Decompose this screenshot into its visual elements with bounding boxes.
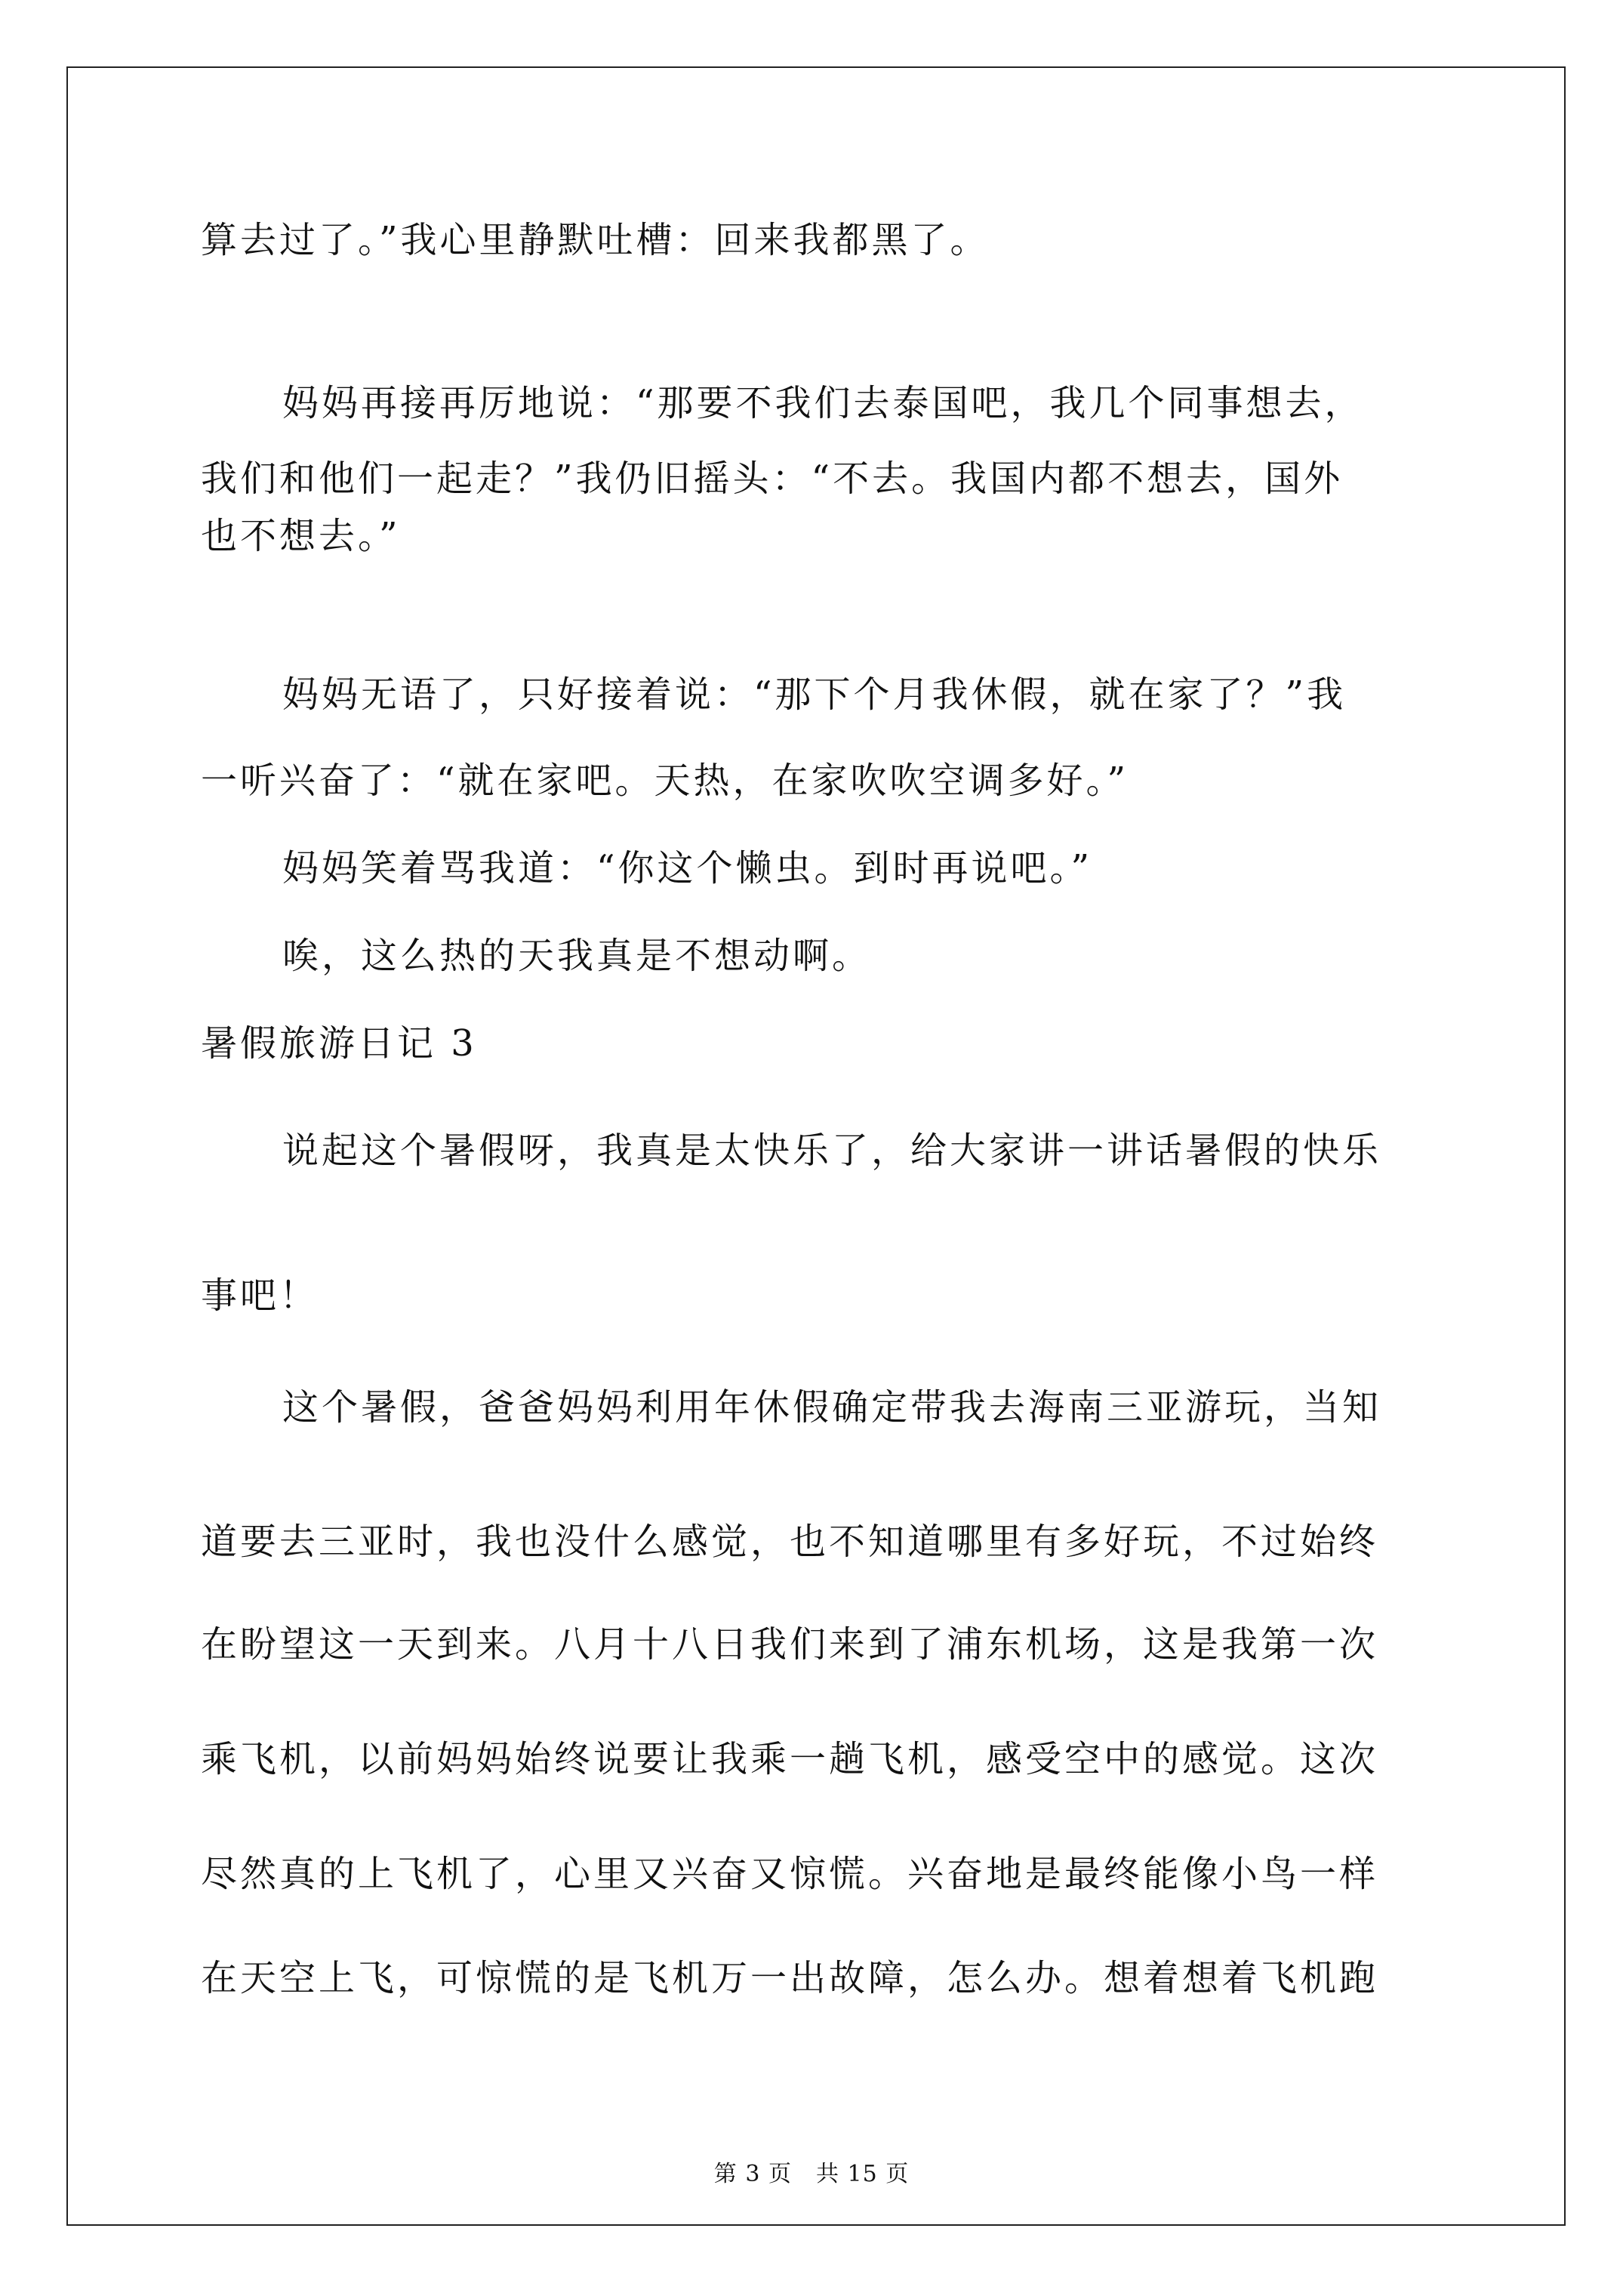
text-line: 事吧！ <box>201 1274 319 1317</box>
text-line: 妈妈无语了，只好接着说：“那下个月我休假，就在家了？”我 <box>282 673 1347 716</box>
text-line: 我们和他们一起走？”我仍旧摇头：“不去。我国内都不想去，国外 <box>201 458 1344 500</box>
text-line: 妈妈笑着骂我道：“你这个懒虫。到时再说吧。” <box>282 847 1093 889</box>
text-line: 说起这个暑假呀，我真是太快乐了，给大家讲一讲话暑假的快乐 <box>282 1130 1382 1172</box>
text-line: 唉，这么热的天我真是不想动啊。 <box>282 935 872 977</box>
text-line: 这个暑假，爸爸妈妈利用年休假确定带我去海南三亚游玩，当知 <box>282 1386 1382 1428</box>
section-heading: 暑假旅游日记 3 <box>201 1022 477 1065</box>
page-footer <box>0 2159 1623 2190</box>
page-total: 共 15 页 <box>815 2161 910 2187</box>
text-line: 算去过了。”我心里静默吐槽：回来我都黑了。 <box>201 219 990 261</box>
text-line: 在天空上飞，可惊慌的是飞机万一出故障，怎么办。想着想着飞机跑 <box>201 1957 1379 1999</box>
text-line: 在盼望这一天到来。八月十八日我们来到了浦东机场，这是我第一次 <box>201 1623 1379 1666</box>
text-line: 妈妈再接再厉地说：“那要不我们去泰国吧，我几个同事想去， <box>282 382 1364 424</box>
text-line: 一听兴奋了：“就在家吧。天热，在家吹吹空调多好。” <box>201 760 1129 802</box>
text-line: 尽然真的上飞机了，心里又兴奋又惊慌。兴奋地是最终能像小鸟一样 <box>201 1853 1379 1895</box>
text-line: 也不想去。” <box>201 515 401 557</box>
text-line: 道要去三亚时，我也没什么感觉，也不知道哪里有多好玩，不过始终 <box>201 1521 1379 1563</box>
page-number: 第 3 页 <box>713 2161 792 2187</box>
text-line: 乘飞机，以前妈妈始终说要让我乘一趟飞机，感受空中的感觉。这次 <box>201 1738 1379 1780</box>
